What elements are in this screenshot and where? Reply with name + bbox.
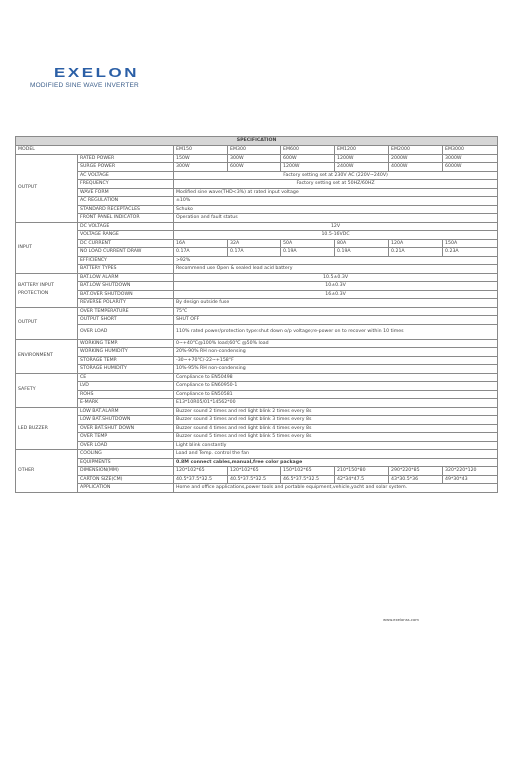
table-row — [16, 365, 498, 374]
row-label: STANDARD RECEPTACLES — [78, 205, 174, 214]
brand-logo — [30, 62, 190, 89]
row-label: DIMENSION(MM) — [78, 467, 174, 476]
table-row — [16, 265, 498, 274]
brand-subtitle: MODIFIED SINE WAVE INVERTER — [30, 82, 139, 89]
row-label: OUTPUT SHORT — [78, 316, 174, 325]
cell: 0.23A — [443, 248, 498, 257]
table-row — [16, 282, 498, 291]
table-row — [16, 163, 498, 172]
cell: 46.5*37.5*32.5 — [281, 475, 335, 484]
group-label: BATTERY INPUT PROTECTION — [16, 273, 78, 307]
row-label: E-MARK — [78, 399, 174, 408]
cell: 210*150*80 — [335, 467, 389, 476]
table-row — [16, 441, 498, 450]
cell: Compliance to EN50498 — [174, 373, 498, 382]
cell: SHUT OFF — [174, 316, 498, 325]
cell: 3000W — [443, 154, 498, 163]
row-label: WORKING TEMP. — [78, 339, 174, 348]
cell: 75℃ — [174, 307, 498, 316]
cell: Buzzer sound 4 times and red light blink 4 times every 8s — [174, 424, 498, 433]
cell: 10±0.3V — [174, 282, 498, 291]
cell: 0~+40℃@100% load;60℃ @50% load — [174, 339, 498, 348]
table-row — [16, 316, 498, 325]
table-row — [16, 467, 498, 476]
table-row — [16, 348, 498, 357]
cell: EM2000 — [389, 146, 443, 155]
row-label: FRONT PANEL INDICATOR — [78, 214, 174, 223]
cell: 320*220*120 — [443, 467, 498, 476]
table-row — [16, 290, 498, 299]
cell: 10.5-16VDC — [174, 231, 498, 240]
cell: 120A — [389, 239, 443, 248]
row-label: REVERSE POLARITY — [78, 299, 174, 308]
row-label: CE — [78, 373, 174, 382]
row-label: STORAGE TEMP. — [78, 356, 174, 365]
cell: 0.21A — [389, 248, 443, 257]
cell: 16A — [174, 239, 228, 248]
specification-table — [15, 136, 498, 493]
row-label: BAT.LOW ALARM — [78, 273, 174, 282]
cell: 2000W — [389, 154, 443, 163]
cell: 150W — [174, 154, 228, 163]
row-label: LVD — [78, 382, 174, 391]
cell: 49*30*43 — [443, 475, 498, 484]
cell: 300W — [228, 154, 281, 163]
cell: 12V — [174, 222, 498, 231]
row-label: DC CURRENT — [78, 239, 174, 248]
cell: 0.17A — [174, 248, 228, 257]
table-row — [16, 188, 498, 197]
cell: 6000W — [443, 163, 498, 172]
cell: Load and Temp. control the fan — [174, 450, 498, 459]
table-row — [16, 424, 498, 433]
cell: EM600 — [281, 146, 335, 155]
row-label: COOLING — [78, 450, 174, 459]
table-row — [16, 307, 498, 316]
row-label: EFFICIENCY — [78, 256, 174, 265]
row-label: OVER LOAD — [78, 441, 174, 450]
row-label: OVER TEMPERATURE — [78, 307, 174, 316]
cell: Operation and fault status — [174, 214, 498, 223]
row-label: BATTERY TYPES — [78, 265, 174, 274]
cell: 0.17A — [228, 248, 281, 257]
group-label: OUTPUT — [16, 154, 78, 222]
cell: 600W — [228, 163, 281, 172]
table-row — [16, 231, 498, 240]
row-label: WORKING HUMIDITY — [78, 348, 174, 357]
row-label: BAT.LOW SHUTDOWN — [78, 282, 174, 291]
group-label: INPUT — [16, 222, 78, 273]
table-row — [16, 433, 498, 442]
table-row — [16, 256, 498, 265]
table-row — [16, 484, 498, 493]
group-label: SAFETY — [16, 373, 78, 407]
cell: Buzzer sound 2 times and red light blink 2 times every 8s — [174, 407, 498, 416]
table-row — [16, 390, 498, 399]
cell: 42*34*47.5 — [335, 475, 389, 484]
table-row — [16, 197, 498, 206]
cell: 300W — [174, 163, 228, 172]
row-label: CARTON SIZE(CM) — [78, 475, 174, 484]
table-row — [16, 356, 498, 365]
cell: Modified sine wave(THD<3%) at rated input voltage — [174, 188, 498, 197]
cell: 40.5*37.5*32.5 — [174, 475, 228, 484]
row-label: OVER TEMP — [78, 433, 174, 442]
cell: 20%-90% RH non-condensing — [174, 348, 498, 357]
cell: 150*102*65 — [281, 467, 335, 476]
table-row — [16, 299, 498, 308]
brand-name: EXELON — [54, 65, 140, 80]
cell: Factory setting set at 230V AC (220V~240V) — [174, 171, 498, 180]
table-row — [16, 180, 498, 189]
cell: >92% — [174, 256, 498, 265]
cell: -30~+70℃/-22~+158°F — [174, 356, 498, 365]
table-row — [16, 458, 498, 467]
cell: 150A — [443, 239, 498, 248]
cell: Light blink constantly — [174, 441, 498, 450]
row-label: NO LOAD CURRENT DRAW — [78, 248, 174, 257]
table-header-row — [16, 137, 498, 146]
cell: 40.5*37.5*32.5 — [228, 475, 281, 484]
row-label: LOW BAT.SHUTDOWN — [78, 416, 174, 425]
cell: 2400W — [335, 163, 389, 172]
cell: Home and office applications,power tools and portable equipment,vehicle,yacht and solar system. — [174, 484, 498, 493]
row-label: OVER LOAD — [78, 324, 174, 339]
cell: 1200W — [281, 163, 335, 172]
cell: 10%-95% RH non-condensing — [174, 365, 498, 374]
table-row — [16, 339, 498, 348]
row-label: AC VOLTAGE — [78, 171, 174, 180]
table-row — [16, 248, 498, 257]
table-row — [16, 205, 498, 214]
row-label: DC VOLTAGE — [78, 222, 174, 231]
cell: 600W — [281, 154, 335, 163]
table-row — [16, 407, 498, 416]
table-row — [16, 214, 498, 223]
cell: By design outside fuse — [174, 299, 498, 308]
row-label: BAT.OVER SHUTDOWN — [78, 290, 174, 299]
row-label: ROHS — [78, 390, 174, 399]
cell: 16±0.3V — [174, 290, 498, 299]
cell: Schuko — [174, 205, 498, 214]
row-label: LOW BAT.ALARM — [78, 407, 174, 416]
cell: 4000W — [389, 163, 443, 172]
group-label: ENVIRONMENT — [16, 339, 78, 373]
row-label: RATED POWER — [78, 154, 174, 163]
cell: 43*30.5*36 — [389, 475, 443, 484]
row-label: FREQUENCY — [78, 180, 174, 189]
cell: 0.8M connect cables,manual,free color package — [174, 458, 498, 467]
table-row — [16, 399, 498, 408]
table-row — [16, 382, 498, 391]
table-row — [16, 373, 498, 382]
cell: ±10% — [174, 197, 498, 206]
cell: 120*102*65 — [174, 467, 228, 476]
row-label: EQUIPMENTS — [78, 458, 174, 467]
row-label: APPLICATION — [78, 484, 174, 493]
row-label: WAVE FORM — [78, 188, 174, 197]
table-row — [16, 450, 498, 459]
row-label: MODEL — [16, 146, 174, 155]
table-header: SPECIFICATION — [16, 137, 498, 146]
footer-website: www.exelonss.com — [383, 617, 419, 622]
row-label: OVER BAT.SHUT DOWN — [78, 424, 174, 433]
row-label: STORAGE HUMIDITY — [78, 365, 174, 374]
cell: Buzzer sound 5 times and red light blink 5 times every 8s — [174, 433, 498, 442]
cell: 32A — [228, 239, 281, 248]
table-row — [16, 273, 498, 282]
table-row — [16, 475, 498, 484]
table-row — [16, 239, 498, 248]
group-label: LED BUZZER — [16, 407, 78, 450]
cell: 1200W — [335, 154, 389, 163]
cell: EM150 — [174, 146, 228, 155]
table-row — [16, 171, 498, 180]
table-row — [16, 324, 498, 339]
cell: 110% rated power/protection type:shut down o/p voltage;re-power on to recover within 10 times — [174, 324, 498, 339]
cell: 0.19A — [335, 248, 389, 257]
cell: Buzzer sound 3 times and red light blink 3 times every 8s — [174, 416, 498, 425]
row-label: AC REGULATION — [78, 197, 174, 206]
group-label: OUTPUT — [16, 307, 78, 339]
table-row — [16, 222, 498, 231]
cell: 80A — [335, 239, 389, 248]
row-label: VOLTAGE RANGE — [78, 231, 174, 240]
cell: Compliance to EN60950-1 — [174, 382, 498, 391]
cell: Compliance to EN50581 — [174, 390, 498, 399]
cell: 290*220*85 — [389, 467, 443, 476]
cell: 0.19A — [281, 248, 335, 257]
table-row — [16, 416, 498, 425]
table-row — [16, 154, 498, 163]
group-label: OTHER — [16, 450, 78, 493]
cell: Factory setting set at 50HZ/60HZ — [174, 180, 498, 189]
cell: EM1200 — [335, 146, 389, 155]
cell: 10.5±0.3V — [174, 273, 498, 282]
table-row — [16, 146, 498, 155]
cell: E13*10R05/01*14562*00 — [174, 399, 498, 408]
cell: EM3000 — [443, 146, 498, 155]
row-label: SURGE POWER — [78, 163, 174, 172]
cell: 120*102*65 — [228, 467, 281, 476]
cell: 50A — [281, 239, 335, 248]
cell: EM300 — [228, 146, 281, 155]
cell: Recommend use Open & sealed lead acid battery — [174, 265, 498, 274]
